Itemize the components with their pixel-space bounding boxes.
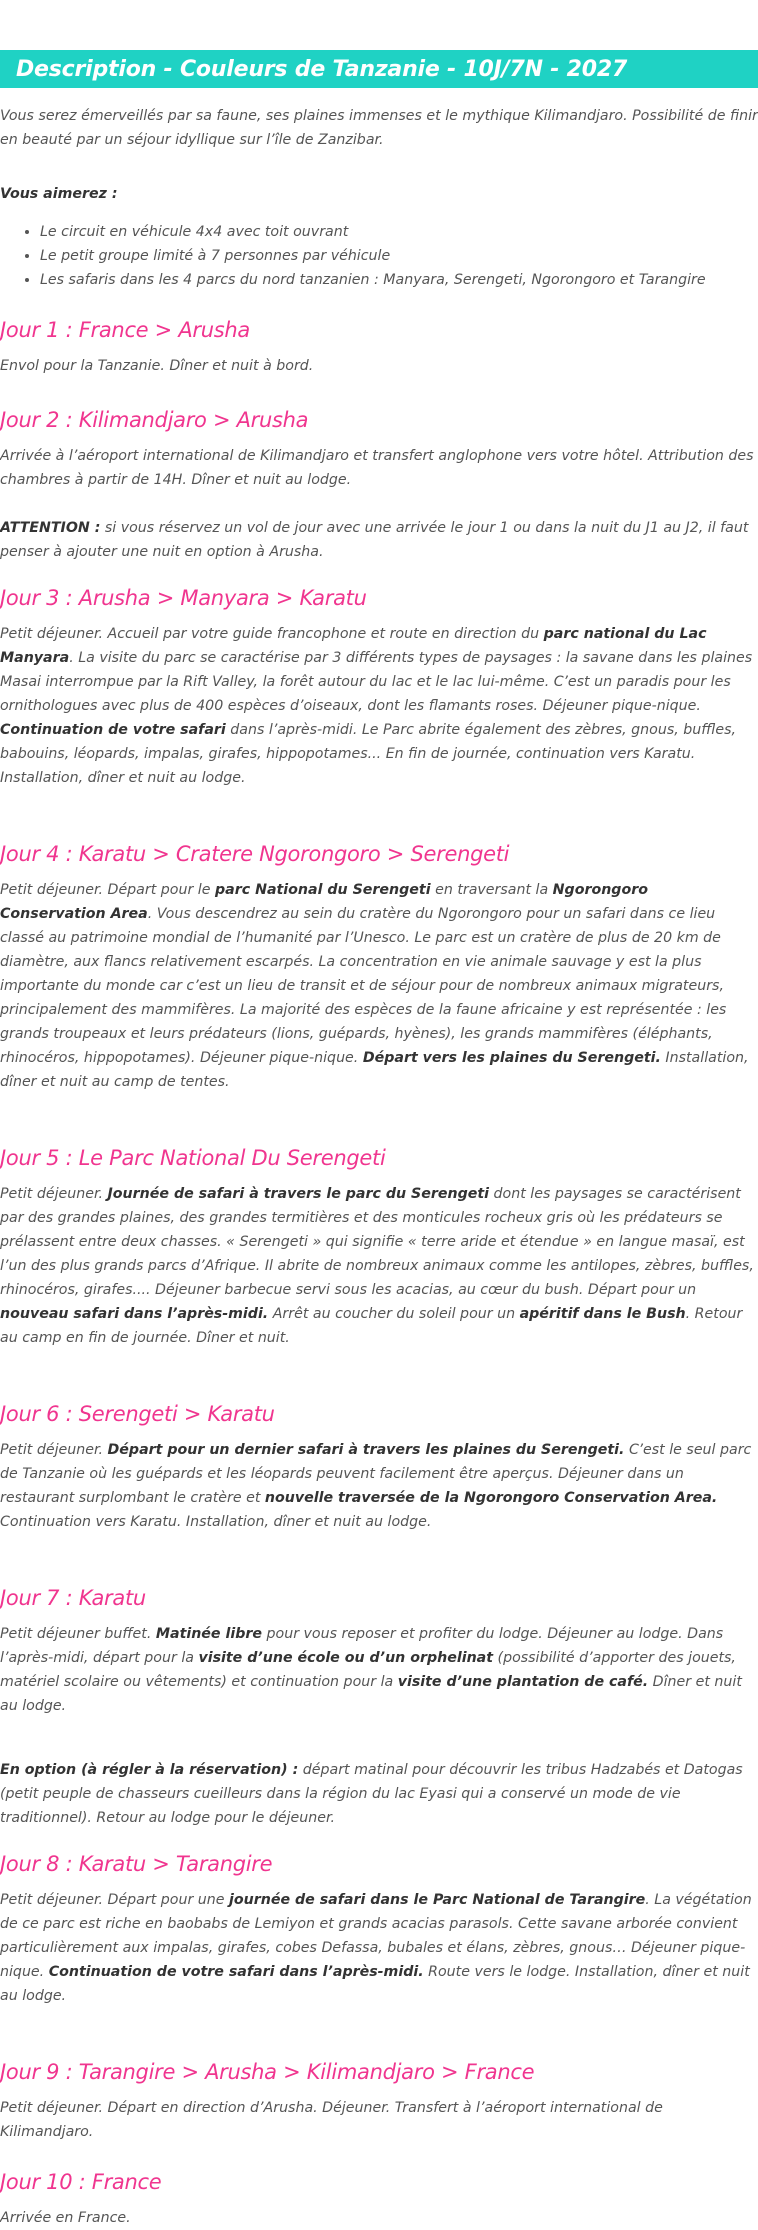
day-10-title: Jour 10 : France: [0, 2170, 162, 2194]
day-4-text: Petit déjeuner. Départ pour le parc National du Serengeti en traversant la Ngorongoro Conservation Area. Vous descendrez au sein du cratère du Ngorongoro pour un safari dans ce lieu classé au patrimoine mondial de l’humanité par l’Unesco. Le parc est un cratère de plus de 20 km de diamètre, aux flancs relativement escarpés. La concentration en vie animale sauvage y est la plus importante du monde car c’est un lieu de transit et de séjour pour de nombreux animaux migrateurs, principalement des mammifères. La majorité des espèces de la faune africaine y est représentée : les grands troupeaux et leurs prédateurs (lions, guépards, hyènes), les grands mammifères (éléphants, rhinocéros, hippopotames). Déjeuner pique-nique. Départ vers les plaines du Serengeti. Installation, dîner et nuit au camp de tentes.: [0, 882, 749, 1090]
day-1-title: Jour 1 : France > Arusha: [0, 318, 250, 342]
day-2-title: Jour 2 : Kilimandjaro > Arusha: [0, 408, 309, 432]
day-7-option: En option (à régler à la réservation) : départ matinal pour découvrir les tribus Hadzabés et Datogas (petit peuple de chasseurs cueilleurs dans la région du lac Eyasi qui a conservé un mode de vie traditionnel). Retour au lodge pour le déjeuner.: [0, 1762, 743, 1826]
love-list: [0, 220, 758, 292]
day-8-text: Petit déjeuner. Départ pour une journée de safari dans le Parc National de Tarangire. La végétation de ce parc est riche en baobabs de Lemiyon et grands acacias parasols. Cette savane arborée convient particulièrement aux impalas, girafes, cobes Defassa, bubales et élans, zèbres, gnous… Déjeuner pique-nique. Continuation de votre safari dans l’après-midi. Route vers le lodge. Installation, dîner et nuit au lodge.: [0, 1892, 752, 2004]
day-5-text: Petit déjeuner. Journée de safari à travers le parc du Serengeti dont les paysages se caractérisent par des grandes plaines, des grandes termitières et des monticules rocheux gris où les prédateurs se prélassent entre deux chasses. « Serengeti » qui signifie « terre aride et étendue » en langue masaï, est l’un des plus grands parcs d’Afrique. Il abrite de nombreux animaux comme les antilopes, zèbres, buffles, rhinocéros, girafes.... Déjeuner barbecue servi sous les acacias, au cœur du bush. Départ pour un nouveau safari dans l’après-midi. Arrêt au coucher du soleil pour un apéritif dans le Bush. Retour au camp en fin de journée. Dîner et nuit.: [0, 1186, 754, 1346]
day-8-title: Jour 8 : Karatu > Tarangire: [0, 1852, 273, 1876]
day-4-title: Jour 4 : Karatu > Cratere Ngorongoro > Serengeti: [0, 842, 510, 866]
title-banner: [0, 50, 758, 88]
list-item: • Le circuit en véhicule 4x4 avec toit ouvrant: [40, 220, 758, 244]
day-1-text: Envol pour la Tanzanie. Dîner et nuit à bord.: [0, 358, 314, 374]
day-9-title: Jour 9 : Tarangire > Arusha > Kilimandjaro > France: [0, 2060, 535, 2084]
list-item: • Les safaris dans les 4 parcs du nord tanzanien : Manyara, Serengeti, Ngorongoro et Tarangire: [40, 268, 758, 292]
day-7-title: Jour 7 : Karatu: [0, 1586, 146, 1610]
day-3-title: Jour 3 : Arusha > Manyara > Karatu: [0, 586, 367, 610]
option-label: En option (à régler à la réservation) :: [0, 1762, 299, 1778]
love-heading: Vous aimerez :: [0, 186, 118, 202]
day-7-text: Petit déjeuner buffet. Matinée libre pour vous reposer et profiter du lodge. Déjeuner au lodge. Dans l’après-midi, départ pour la visite d’une école ou d’un orphelinat (possibilité d’apporter des jouets, matériel scolaire ou vêtements) et continuation pour la visite d’une plantation de café. Dîner et nuit au lodge.: [0, 1626, 742, 1714]
day-10-text: Arrivée en France.: [0, 2210, 131, 2226]
attention-label: ATTENTION :: [0, 520, 101, 536]
day-9-text: Petit déjeuner. Départ en direction d’Arusha. Déjeuner. Transfert à l’aéroport international de Kilimandjaro.: [0, 2100, 663, 2140]
day-2-text: Arrivée à l’aéroport international de Kilimandjaro et transfert anglophone vers votre hôtel. Attribution des chambres à partir de 14H. Dîner et nuit au lodge.: [0, 448, 754, 488]
day-2-attention: ATTENTION : si vous réservez un vol de jour avec une arrivée le jour 1 ou dans la nuit du J1 au J2, il faut penser à ajouter une nuit en option à Arusha.: [0, 520, 749, 560]
day-3-text: Petit déjeuner. Accueil par votre guide francophone et route en direction du parc national du Lac Manyara. La visite du parc se caractérise par 3 différents types de paysages : la savane dans les plaines Masai interrompue par la Rift Valley, la forêt autour du lac et le lac lui-même. C’est un paradis pour les ornithologues avec plus de 400 espèces d’oiseaux, dont les flamants roses. Déjeuner pique-nique. Continuation de votre safari dans l’après-midi. Le Parc abrite également des zèbres, gnous, buffles, babouins, léopards, impalas, girafes, hippopotames... En fin de journée, continuation vers Karatu. Installation, dîner et nuit au lodge.: [0, 626, 753, 786]
list-item: • Le petit groupe limité à 7 personnes par véhicule: [40, 244, 758, 268]
intro-text: Vous serez émerveillés par sa faune, ses plaines immenses et le mythique Kilimandjaro. Possibilité de finir en beauté par un séjour idyllique sur l’île de Zanzibar.: [0, 108, 758, 148]
day-5-title: Jour 5 : Le Parc National Du Serengeti: [0, 1146, 386, 1170]
day-6-title: Jour 6 : Serengeti > Karatu: [0, 1402, 275, 1426]
page-title: Description - Couleurs de Tanzanie - 10J/7N - 2027: [16, 56, 628, 82]
day-6-text: Petit déjeuner. Départ pour un dernier safari à travers les plaines du Serengeti. C’est le seul parc de Tanzanie où les guépards et les léopards peuvent facilement être aperçus. Déjeuner dans un restaurant surplombant le cratère et nouvelle traversée de la Ngorongoro Conservation Area. Continuation vers Karatu. Installation, dîner et nuit au lodge.: [0, 1442, 752, 1530]
